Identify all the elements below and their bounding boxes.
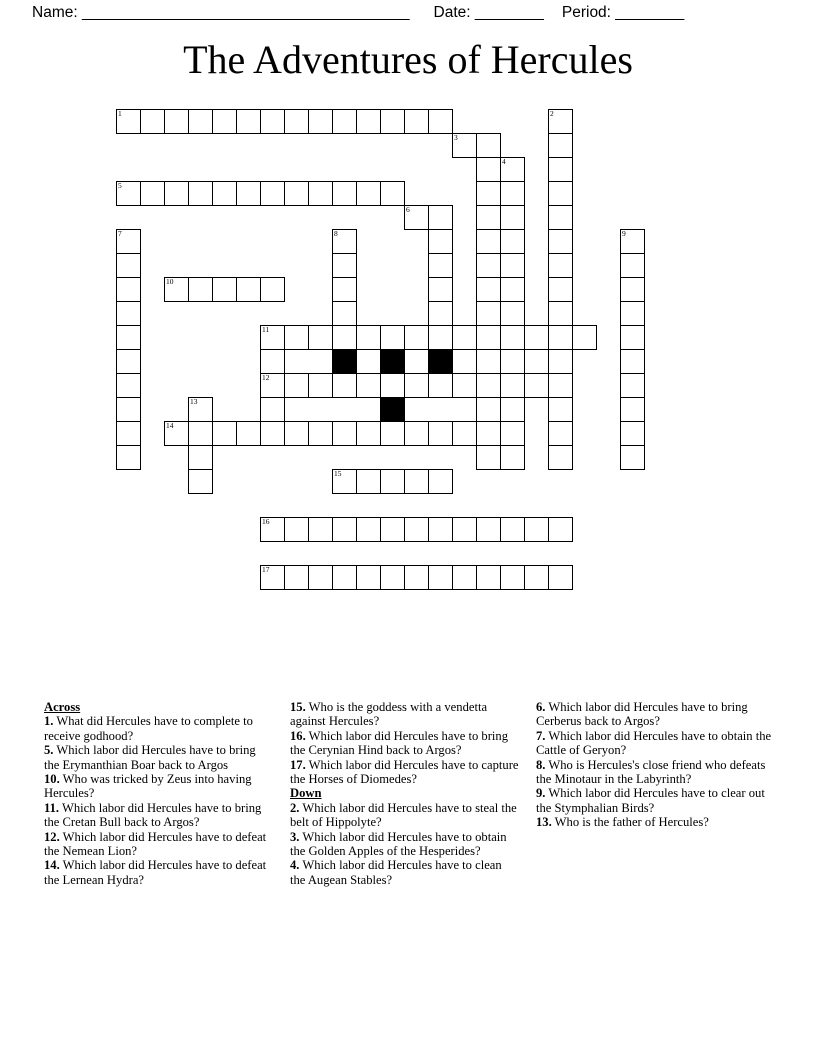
grid-cell[interactable] [332,517,357,542]
grid-cell[interactable] [332,109,357,134]
grid-cell[interactable] [116,373,141,398]
grid-cell[interactable] [452,565,477,590]
clue-text: Which labor did Hercules have to bring the Cerynian Hind back to Argos? [290,728,509,758]
grid-cell[interactable] [260,349,285,374]
grid-cell-number: 4 [502,157,506,166]
grid-cell[interactable] [332,277,357,302]
across-heading: Across [44,700,81,714]
grid-cell[interactable] [476,373,501,398]
clue-item [536,729,774,758]
grid-cell[interactable] [116,277,141,302]
grid-cell[interactable] [428,373,453,398]
grid-cell[interactable] [548,397,573,422]
grid-cell[interactable] [164,277,189,302]
grid-cell[interactable] [548,133,573,158]
grid-cell[interactable] [500,301,525,326]
grid-cell-number: 11 [262,325,270,334]
grid-cell[interactable] [188,469,213,494]
grid-cell[interactable] [236,109,261,134]
grid-cell[interactable] [380,469,405,494]
grid-cell[interactable] [500,205,525,230]
grid-cell[interactable] [356,517,381,542]
grid-cell[interactable] [308,109,333,134]
grid-cell-number: 8 [334,229,338,238]
clues-column-1 [44,700,290,887]
grid-cell[interactable] [404,517,429,542]
clue-item [44,801,274,830]
worksheet-header [0,0,816,28]
grid-cell[interactable] [428,229,453,254]
grid-cell[interactable] [284,565,309,590]
grid-cell[interactable] [308,421,333,446]
grid-cell-number: 2 [550,109,554,118]
clue-text: Which labor did Hercules have to bring the Erymanthian Boar back to Argos [44,743,256,772]
grid-cell[interactable] [188,109,213,134]
grid-cell[interactable] [548,277,573,302]
clue-number: 3. [290,829,300,844]
clue-text: Who is the father of Hercules? [551,815,709,830]
clue-text: Which labor did Hercules have to obtain the Cattle of Geryon? [536,728,772,758]
grid-cell[interactable] [452,349,477,374]
grid-cell[interactable] [404,205,429,230]
grid-cell[interactable] [548,421,573,446]
grid-cell[interactable] [284,325,309,350]
grid-cell[interactable] [116,325,141,350]
grid-cell[interactable] [428,277,453,302]
grid-cell[interactable] [164,109,189,134]
grid-cell[interactable] [284,373,309,398]
grid-cell[interactable] [140,109,165,134]
grid-cell[interactable] [164,181,189,206]
grid-cell-number: 1 [118,109,122,118]
grid-cell[interactable] [476,565,501,590]
grid-cell[interactable] [428,421,453,446]
grid-cell[interactable] [140,181,165,206]
clue-number: 6. [536,700,546,714]
grid-cell[interactable] [356,565,381,590]
clue-number: 5. [44,743,54,758]
grid-cell[interactable] [428,469,453,494]
grid-cell[interactable] [380,565,405,590]
grid-cell[interactable] [308,565,333,590]
grid-cell[interactable] [188,397,213,422]
grid-cell[interactable] [332,181,357,206]
grid-cell[interactable] [524,565,549,590]
grid-cell-number: 5 [118,181,122,190]
grid-cell[interactable] [380,517,405,542]
grid-cell[interactable] [620,349,645,374]
clue-number: 9. [536,786,546,801]
grid-cell[interactable] [404,469,429,494]
grid-cell[interactable] [260,421,285,446]
grid-cell[interactable] [548,373,573,398]
grid-cell[interactable] [476,253,501,278]
grid-cell[interactable] [476,325,501,350]
grid-cell[interactable] [428,205,453,230]
grid-cell[interactable] [548,205,573,230]
grid-cell[interactable] [332,325,357,350]
grid-cell[interactable] [236,277,261,302]
clue-item [44,858,274,887]
grid-cell[interactable] [500,253,525,278]
grid-cell[interactable] [212,109,237,134]
clue-number: 13. [536,815,552,830]
grid-cell-number: 3 [454,133,458,142]
clue-number: 15. [290,700,306,714]
grid-cell-number: 7 [118,229,122,238]
clue-item [44,743,274,772]
grid-cell[interactable] [452,373,477,398]
grid-cell[interactable] [260,565,285,590]
grid-cell[interactable] [548,181,573,206]
grid-cell[interactable] [476,229,501,254]
clue-number: 17. [290,757,306,772]
clue-text: Which labor did Hercules have to defeat the Lernean Hydra? [44,858,267,887]
grid-cell[interactable] [500,445,525,470]
clue-item [536,700,774,729]
clues-area [44,700,774,887]
grid-cell[interactable] [548,565,573,590]
clue-text: Which labor did Hercules have to bring Cerberus back to Argos? [536,700,748,729]
grid-cell[interactable] [380,373,405,398]
clue-item [290,801,520,830]
down-heading: Down [290,786,322,801]
clue-number: 4. [290,858,300,873]
clue-text: Which labor did Hercules have to clear out the Stymphalian Birds? [536,786,765,815]
grid-cell[interactable] [332,565,357,590]
grid-cell-number: 6 [406,205,410,214]
clue-number: 16. [290,728,306,743]
grid-cell[interactable] [452,421,477,446]
clue-number: 1. [44,714,54,729]
grid-cell-number: 9 [622,229,626,238]
grid-cell[interactable] [476,205,501,230]
grid-cell[interactable] [332,253,357,278]
grid-cell[interactable] [284,517,309,542]
grid-cell[interactable] [332,229,357,254]
grid-cell[interactable] [620,397,645,422]
grid-cell[interactable] [476,445,501,470]
clues-column-2 [290,700,536,887]
clue-text: Which labor did Hercules have to clean the Augean Stables? [290,858,502,887]
grid-cell[interactable] [500,349,525,374]
grid-cell[interactable] [404,373,429,398]
grid-cell-blocked [380,397,405,422]
grid-cell[interactable] [500,157,525,182]
page-title: The Adventures of Hercules [183,37,633,82]
grid-cell[interactable] [476,397,501,422]
clue-number: 7. [536,728,546,743]
clue-number: 14. [44,858,60,873]
grid-cell[interactable] [548,253,573,278]
clue-number: 12. [44,829,60,844]
grid-cell[interactable] [380,181,405,206]
grid-cell[interactable] [476,157,501,182]
grid-cell[interactable] [356,421,381,446]
grid-cell[interactable] [500,277,525,302]
grid-cell[interactable] [548,349,573,374]
grid-cell[interactable] [500,325,525,350]
grid-cell[interactable] [452,133,477,158]
grid-cell[interactable] [332,301,357,326]
grid-cell[interactable] [620,253,645,278]
grid-cell[interactable] [188,277,213,302]
grid-cell[interactable] [356,349,381,374]
grid-cell[interactable] [356,373,381,398]
grid-cell[interactable] [332,421,357,446]
grid-cell[interactable] [356,109,381,134]
grid-cell[interactable] [116,397,141,422]
grid-cell-blocked [380,349,405,374]
grid-cell[interactable] [188,421,213,446]
grid-cell[interactable] [164,421,189,446]
clue-text: What did Hercules have to complete to receive godhood? [44,714,253,743]
grid-cell[interactable] [308,373,333,398]
grid-cell[interactable] [212,181,237,206]
grid-cell[interactable] [260,373,285,398]
grid-cell-number: 16 [262,517,270,526]
grid-cell[interactable] [380,421,405,446]
grid-cell[interactable] [260,181,285,206]
grid-cell[interactable] [356,181,381,206]
grid-cell-number: 14 [166,421,174,430]
period-field-label: Period: ________ [561,4,685,21]
grid-cell[interactable] [620,325,645,350]
grid-cell[interactable] [548,157,573,182]
clue-text: Who is Hercules's close friend who defeats the Minotaur in the Labyrinth? [536,757,766,787]
grid-cell[interactable] [404,325,429,350]
grid-cell[interactable] [476,277,501,302]
grid-cell[interactable] [116,253,141,278]
grid-cell-blocked [332,349,357,374]
grid-cell[interactable] [428,109,453,134]
grid-cell[interactable] [380,109,405,134]
grid-cell[interactable] [356,469,381,494]
clue-item [290,830,520,859]
grid-cell[interactable] [260,325,285,350]
grid-cell[interactable] [428,517,453,542]
clue-text: Which labor did Hercules have to defeat the Nemean Lion? [44,829,267,859]
clue-number: 2. [290,800,300,815]
grid-cell[interactable] [620,301,645,326]
grid-cell[interactable] [380,325,405,350]
grid-cell[interactable] [236,421,261,446]
clue-text: Which labor did Hercules have to steal the belt of Hippolyte? [290,800,517,830]
grid-cell[interactable] [428,565,453,590]
grid-cell[interactable] [284,421,309,446]
grid-cell-blocked [428,349,453,374]
grid-cell[interactable] [284,181,309,206]
clue-item [290,729,520,758]
grid-cell[interactable] [548,109,573,134]
grid-cell[interactable] [404,565,429,590]
grid-cell[interactable] [428,301,453,326]
grid-cell[interactable] [476,133,501,158]
clue-item [290,700,520,729]
name-field-label: Name: ______________________________________ [32,4,410,21]
grid-cell[interactable] [332,373,357,398]
grid-cell[interactable] [620,373,645,398]
grid-cell[interactable] [620,229,645,254]
clue-number: 10. [44,772,60,787]
grid-cell-number: 15 [334,469,342,478]
grid-cell[interactable] [260,397,285,422]
clue-number: 8. [536,757,546,772]
grid-cell[interactable] [116,229,141,254]
grid-cell[interactable] [548,229,573,254]
grid-cell[interactable] [500,229,525,254]
grid-cell[interactable] [188,445,213,470]
grid-cell[interactable] [260,277,285,302]
grid-cell[interactable] [116,445,141,470]
grid-cell[interactable] [500,565,525,590]
grid-cell-number: 12 [262,373,270,382]
grid-cell[interactable] [212,277,237,302]
grid-cell[interactable] [476,181,501,206]
grid-cell[interactable] [620,445,645,470]
clue-text: Who was tricked by Zeus into having Hercules? [44,772,252,801]
clue-text: Which labor did Hercules have to capture the Horses of Diomedes? [290,757,519,787]
clue-item [536,815,774,829]
grid-cell[interactable] [452,517,477,542]
date-field-label: Date: ________ [433,4,544,21]
grid-cell[interactable] [524,517,549,542]
grid-cell[interactable] [548,517,573,542]
grid-cell[interactable] [548,301,573,326]
clue-item [536,786,774,815]
grid-cell[interactable] [116,301,141,326]
grid-cell[interactable] [188,181,213,206]
grid-cell[interactable] [524,325,549,350]
clue-item [44,772,274,801]
grid-cell[interactable] [452,325,477,350]
grid-cell[interactable] [236,181,261,206]
grid-cell[interactable] [212,421,237,446]
grid-cell[interactable] [260,109,285,134]
clue-text: Which labor did Hercules have to bring the Cretan Bull back to Argos? [44,800,262,830]
grid-cell[interactable] [500,373,525,398]
grid-cell-number: 17 [262,565,270,574]
grid-cell[interactable] [500,517,525,542]
clues-column-3 [536,700,774,830]
clue-item [44,830,274,859]
clue-text: Who is the goddess with a vendetta against Hercules? [290,700,488,729]
grid-cell[interactable] [356,325,381,350]
clue-item [290,758,520,787]
grid-cell[interactable] [548,325,573,350]
grid-cell[interactable] [116,181,141,206]
grid-cell[interactable] [116,349,141,374]
grid-cell[interactable] [500,397,525,422]
grid-cell[interactable] [572,325,597,350]
grid-cell[interactable] [404,109,429,134]
grid-cell[interactable] [548,445,573,470]
grid-cell[interactable] [308,325,333,350]
grid-cell[interactable] [620,421,645,446]
grid-cell[interactable] [524,373,549,398]
clue-number: 11. [44,800,60,815]
grid-cell[interactable] [476,301,501,326]
grid-cell[interactable] [620,277,645,302]
grid-cell[interactable] [260,517,285,542]
grid-cell[interactable] [500,181,525,206]
clue-item [290,858,520,887]
grid-cell[interactable] [308,517,333,542]
grid-cell[interactable] [476,421,501,446]
clue-item [536,758,774,787]
grid-cell[interactable] [116,421,141,446]
crossword-grid [0,105,816,695]
grid-cell[interactable] [476,349,501,374]
grid-cell-number: 10 [166,277,174,286]
grid-cell-number: 13 [190,397,198,406]
grid-cell[interactable] [476,517,501,542]
clue-text: Which labor did Hercules have to obtain the Golden Apples of the Hesperides? [290,829,507,859]
grid-cell[interactable] [332,469,357,494]
grid-cell[interactable] [404,421,429,446]
grid-cell[interactable] [500,421,525,446]
grid-cell[interactable] [428,325,453,350]
grid-cell[interactable] [284,109,309,134]
grid-cell[interactable] [308,181,333,206]
grid-cell[interactable] [116,109,141,134]
grid-cell[interactable] [428,253,453,278]
clue-item [44,714,274,743]
